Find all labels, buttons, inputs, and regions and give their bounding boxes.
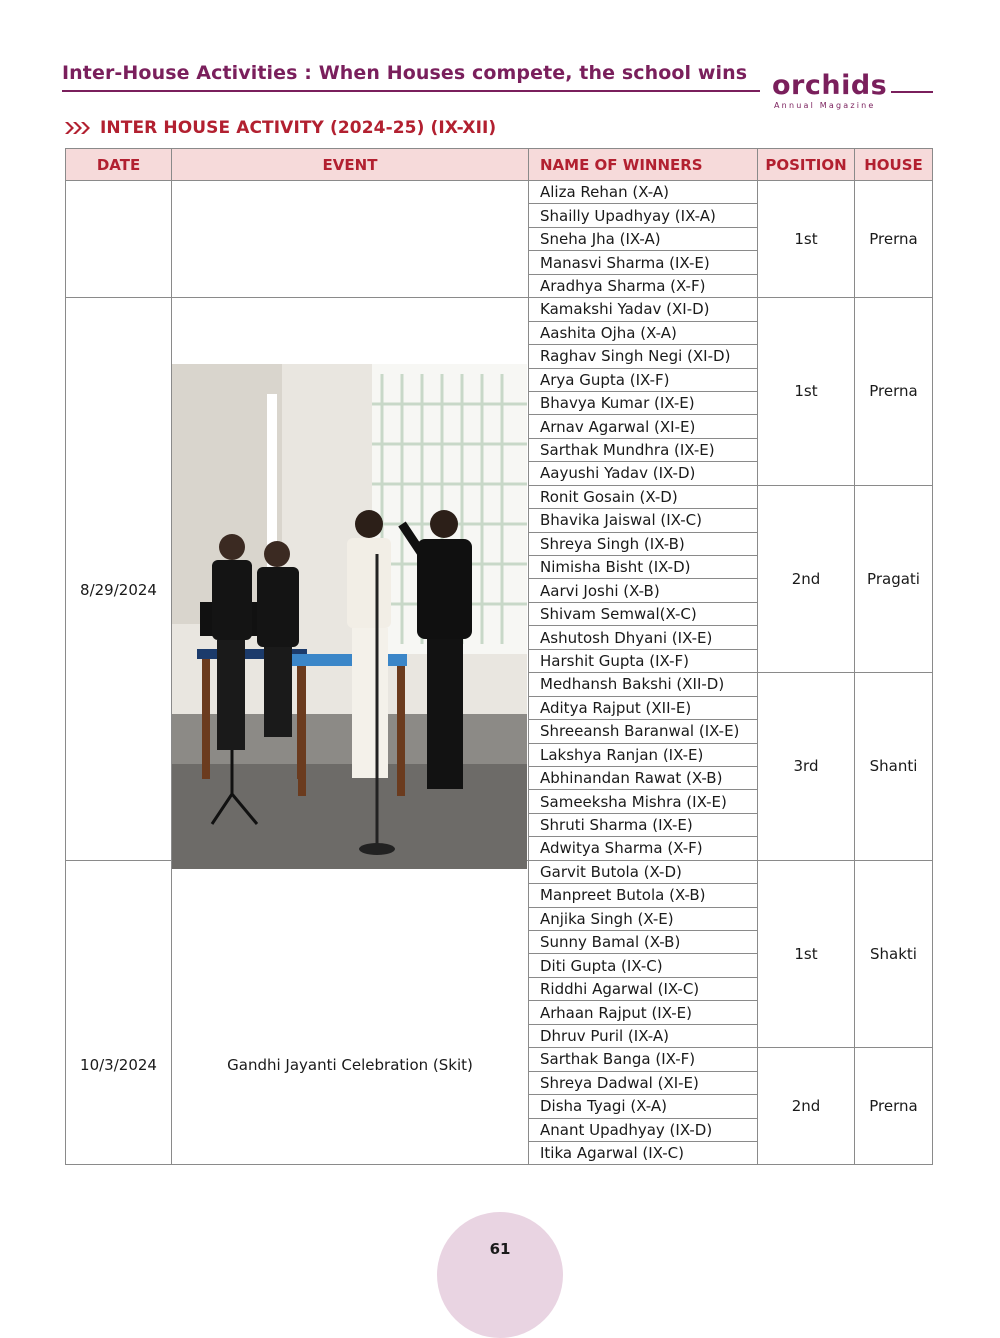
position-cell: 1st: [758, 298, 855, 486]
winner-name: Itika Agarwal (IX-C): [529, 1141, 758, 1164]
table-row: [66, 298, 933, 321]
event-cell: [172, 181, 529, 298]
winner-name: Harshit Gupta (IX-F): [529, 649, 758, 672]
event-date: 10/3/2024: [80, 1055, 157, 1074]
winner-name: Ronit Gosain (X-D): [529, 485, 758, 508]
house-cell: Pragati: [855, 485, 933, 673]
winner-name: Anant Upadhyay (IX-D): [529, 1118, 758, 1141]
winner-name: Nimisha Bisht (IX-D): [529, 556, 758, 579]
brand-logo: [770, 70, 940, 116]
date-cell: [66, 181, 172, 298]
winner-name: Diti Gupta (IX-C): [529, 954, 758, 977]
section-title: INTER HOUSE ACTIVITY (2024-25) (IX-XII): [100, 118, 497, 138]
house-cell: Prerna: [855, 181, 933, 298]
winner-name: Riddhi Agarwal (IX-C): [529, 977, 758, 1000]
column-header-position: POSITION: [758, 149, 855, 181]
event-name: Gandhi Jayanti Celebration (Skit): [227, 1055, 473, 1074]
winner-name: Arya Gupta (IX-F): [529, 368, 758, 391]
winner-name: Manpreet Butola (X-B): [529, 884, 758, 907]
winner-name: Arhaan Rajput (IX-E): [529, 1001, 758, 1024]
brand-subtitle: Annual Magazine: [774, 101, 876, 110]
winner-name: Bhavya Kumar (IX-E): [529, 391, 758, 414]
position-cell: 2nd: [758, 1048, 855, 1165]
column-header-winners: NAME OF WINNERS: [529, 149, 758, 181]
page-number: 61: [489, 1240, 511, 1258]
column-header-event: EVENT: [172, 149, 529, 181]
winner-name: Aarvi Joshi (X-B): [529, 579, 758, 602]
page-title: Inter-House Activities : When Houses compete, the school wins: [62, 62, 748, 84]
brand-name: orchids: [772, 70, 888, 101]
winner-name: Shreya Dadwal (XI-E): [529, 1071, 758, 1094]
winner-name: Medhansh Bakshi (XII-D): [529, 673, 758, 696]
winner-name: Manasvi Sharma (IX-E): [529, 251, 758, 274]
winner-name: Abhinandan Rawat (X-B): [529, 766, 758, 789]
position-cell: 1st: [758, 181, 855, 298]
winner-name: Dhruv Puril (IX-A): [529, 1024, 758, 1047]
double-chevron-right-icon: [64, 121, 90, 135]
winner-name: Kamakshi Yadav (XI-D): [529, 298, 758, 321]
house-cell: Prerna: [855, 1048, 933, 1165]
winner-name: Arnav Agarwal (XI-E): [529, 415, 758, 438]
students-performing-image: [172, 364, 527, 869]
winner-name: Aliza Rehan (X-A): [529, 181, 758, 204]
winner-name: Adwitya Sharma (X-F): [529, 837, 758, 860]
column-header-date: DATE: [66, 149, 172, 181]
winner-name: Sarthak Mundhra (IX-E): [529, 438, 758, 461]
house-cell: Prerna: [855, 298, 933, 486]
winner-name: Raghav Singh Negi (XI-D): [529, 345, 758, 368]
date-cell: [66, 298, 172, 861]
winner-name: Aditya Rajput (XII-E): [529, 696, 758, 719]
winner-name: Shreeansh Baranwal (IX-E): [529, 720, 758, 743]
winner-name: Shreya Singh (IX-B): [529, 532, 758, 555]
winner-name: Aashita Ojha (X-A): [529, 321, 758, 344]
house-cell: Shanti: [855, 673, 933, 861]
table-row: [66, 181, 933, 204]
position-cell: 2nd: [758, 485, 855, 673]
winner-name: Disha Tyagi (X-A): [529, 1095, 758, 1118]
winner-name: Shruti Sharma (IX-E): [529, 813, 758, 836]
winner-name: Sneha Jha (IX-A): [529, 227, 758, 250]
house-cell: Shakti: [855, 860, 933, 1048]
winner-name: Ashutosh Dhyani (IX-E): [529, 626, 758, 649]
table-header-row: [66, 149, 933, 181]
winner-name: Garvit Butola (X-D): [529, 860, 758, 883]
winner-name: Sarthak Banga (IX-F): [529, 1048, 758, 1071]
section-header: [64, 118, 496, 138]
position-cell: 1st: [758, 860, 855, 1048]
column-header-house: HOUSE: [855, 149, 933, 181]
winner-name: Shivam Semwal(X-C): [529, 602, 758, 625]
page-number-badge: [437, 1212, 563, 1338]
nukkad-natak-photo: [172, 364, 527, 869]
winner-name: Sunny Bamal (X-B): [529, 931, 758, 954]
winner-name: Aradhya Sharma (X-F): [529, 274, 758, 297]
winner-name: Bhavika Jaiswal (IX-C): [529, 509, 758, 532]
brand-rule: [891, 91, 933, 93]
date-cell: [66, 860, 172, 1165]
title-divider: [62, 90, 760, 92]
event-date: 8/29/2024: [80, 580, 157, 599]
winner-name: Lakshya Ranjan (IX-E): [529, 743, 758, 766]
winner-name: Sameeksha Mishra (IX-E): [529, 790, 758, 813]
event-cell: [172, 860, 529, 1165]
winner-name: Shailly Upadhyay (IX-A): [529, 204, 758, 227]
winner-name: Anjika Singh (X-E): [529, 907, 758, 930]
winner-name: Aayushi Yadav (IX-D): [529, 462, 758, 485]
position-cell: 3rd: [758, 673, 855, 861]
